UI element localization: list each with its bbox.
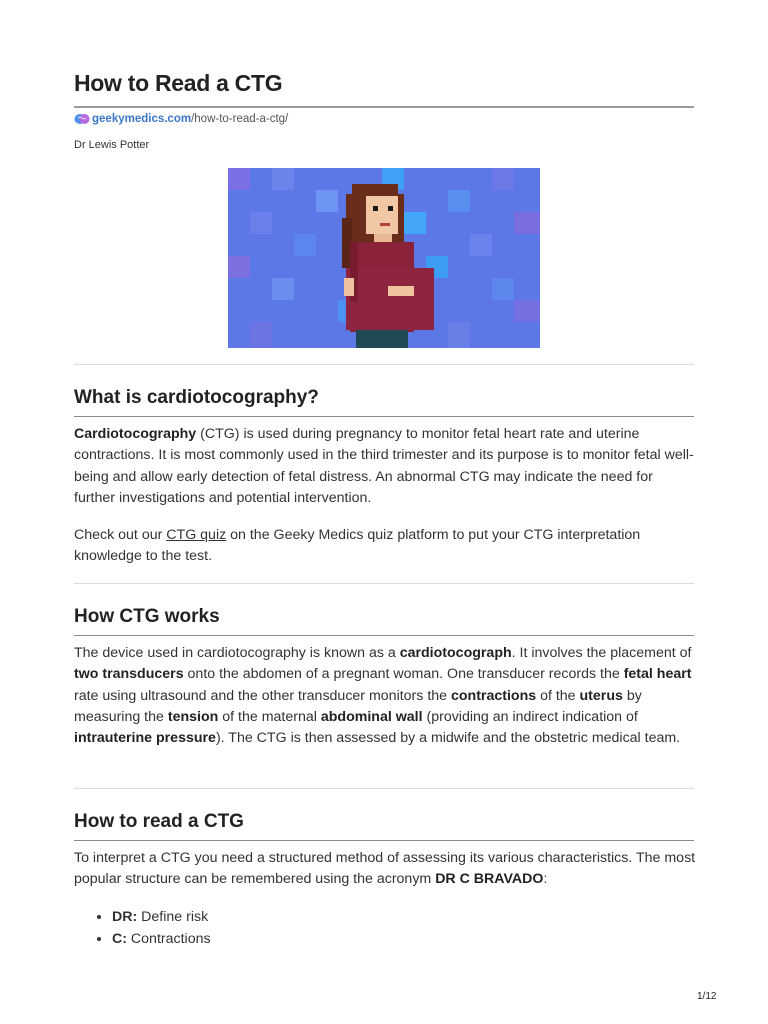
page-number: 1/12 bbox=[697, 991, 717, 1002]
paragraph-how-ctg-works: The device used in cardiotocography is known as a cardiotocograph. It involves the placement of two transducers onto the abdomen of a pregnant woman. One transducer records the fetal heart rate using ultrasound and the other transducer monitors the contractions of the uterus by measuring the tension of the maternal abdominal wall (providing an indirect indication of intrauterine pressure). The CTG is then assessed by a midwife and the obstetric medical team. bbox=[74, 645, 692, 747]
section-divider bbox=[74, 788, 694, 789]
bold-term: Cardiotocography bbox=[74, 426, 197, 442]
heading-how-ctg-works: How CTG works bbox=[74, 606, 220, 627]
list-item: • DR: Define risk bbox=[112, 906, 211, 928]
acronym-list bbox=[74, 906, 211, 950]
heading-underline bbox=[74, 635, 694, 636]
source-domain[interactable]: geekymedics.com bbox=[92, 113, 192, 125]
ctg-quiz-link[interactable]: CTG quiz bbox=[166, 527, 227, 543]
source-url[interactable] bbox=[74, 113, 288, 125]
heading-underline bbox=[74, 416, 694, 417]
geeky-medics-logo-icon bbox=[74, 113, 90, 125]
hero-image bbox=[228, 168, 540, 348]
paragraph-cardiotocography-intro: Cardiotocography (CTG) is used during pregnancy to monitor fetal heart rate and uterine contractions. It is most commonly used in the third trimester and its purpose is to monitor fetal well-being and allow early detection of fetal distress. An abnormal CTG may indicate the need for further investigations and potential intervention. bbox=[74, 426, 694, 506]
title-divider bbox=[74, 106, 694, 108]
paragraph-how-to-read: To interpret a CTG you need a structured method of assessing its various characteristics. The most popular structure can be remembered using the acronym DR C BRAVADO: bbox=[74, 850, 696, 888]
heading-underline bbox=[74, 840, 694, 841]
heading-what-is-cardiotocography: What is cardiotocography? bbox=[74, 387, 319, 408]
page-title: How to Read a CTG bbox=[74, 70, 283, 96]
section-divider bbox=[74, 364, 694, 365]
acronym-dr-c-bravado: DR C BRAVADO bbox=[435, 871, 544, 888]
pregnant-woman-pixel-art-icon bbox=[228, 168, 540, 348]
section-divider bbox=[74, 583, 694, 584]
paragraph-quiz: Check out our CTG quiz on the Geeky Medics quiz platform to put your CTG interpretation knowledge to the test. bbox=[74, 527, 641, 565]
source-path[interactable]: /how-to-read-a-ctg/ bbox=[191, 113, 289, 125]
heading-how-to-read-ctg: How to read a CTG bbox=[74, 811, 244, 832]
list-item: • C: Contractions bbox=[112, 928, 211, 950]
author-name: Dr Lewis Potter bbox=[74, 139, 150, 151]
